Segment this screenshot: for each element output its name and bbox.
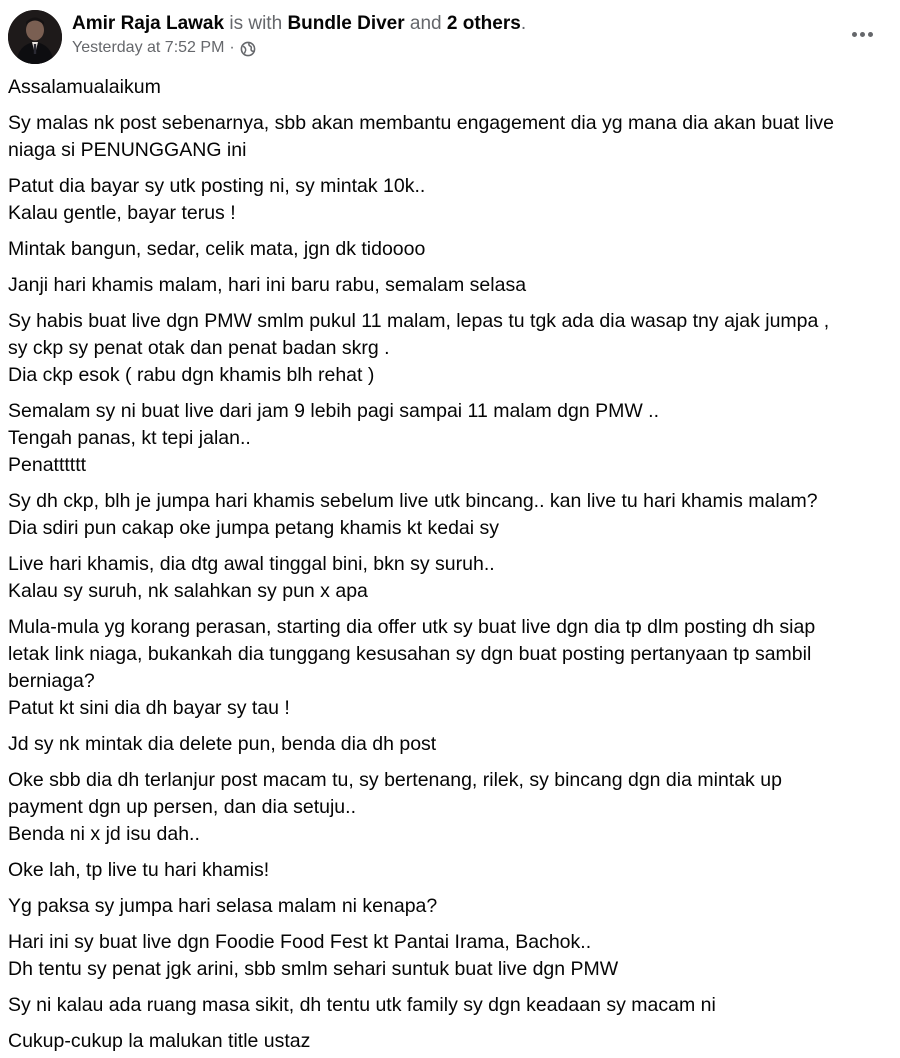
post-paragraph (8, 731, 880, 758)
post-paragraph (8, 74, 880, 101)
more-options-button[interactable] (844, 22, 880, 46)
post-paragraph (8, 929, 880, 983)
post-text-line: Dh tentu sy penat jgk arini, sbb smlm sehari suntuk buat live dgn PMW (8, 958, 619, 980)
post-text-line: Penatttttt (8, 454, 87, 476)
globe-icon[interactable] (240, 41, 256, 57)
post-text-line: sy ckp sy penat otak dan penat badan skrg . (8, 337, 390, 359)
avatar-photo (8, 10, 62, 64)
post-text-line: Dia sdiri pun cakap oke jumpa petang khamis kt kedai sy (8, 517, 500, 539)
with-text: is with (229, 13, 283, 34)
others-link[interactable]: 2 others (446, 13, 521, 34)
post-title-line (72, 12, 832, 36)
post-text-line: Mula-mula yg korang perasan, starting dia offer utk sy buat live dgn dia tp dlm posting dh siap (8, 616, 816, 638)
post-paragraph (8, 488, 880, 542)
post-text-line: Yg paksa sy jumpa hari selasa malam ni kenapa? (8, 895, 438, 917)
post-text-line: Sy malas nk post sebenarnya, sbb akan membantu engagement dia yg mana dia akan buat live (8, 112, 835, 134)
post-paragraph (8, 857, 880, 884)
post-paragraph (8, 614, 880, 722)
post-header (8, 8, 892, 64)
post-text-line: Oke sbb dia dh terlanjur post macam tu, sy bertenang, rilek, sy bincang dgn dia mintak up (8, 769, 782, 791)
and-text: and (409, 13, 442, 34)
more-horizontal-icon (852, 32, 857, 37)
post-paragraph (8, 236, 880, 263)
post-timestamp[interactable]: Yesterday at 7:52 PM (72, 39, 225, 56)
post-paragraph (8, 110, 880, 164)
post-text-line: Cukup-cukup la malukan title ustaz (8, 1030, 311, 1052)
more-horizontal-icon (860, 32, 865, 37)
post-paragraph (8, 893, 880, 920)
author-avatar[interactable] (8, 10, 62, 64)
post-text-line: letak link niaga, bukankah dia tunggang kesusahan sy dgn buat posting pertanyaan tp sambil (8, 643, 812, 665)
post-text-line: berniaga? (8, 670, 95, 692)
post-text-line: Semalam sy ni buat live dari jam 9 lebih pagi sampai 11 malam dgn PMW .. (8, 400, 660, 422)
post-text-line: Janji hari khamis malam, hari ini baru rabu, semalam selasa (8, 274, 527, 296)
post-text-line: Live hari khamis, dia dtg awal tinggal bini, bkn sy suruh.. (8, 553, 495, 575)
title-period: . (520, 13, 527, 34)
post-text-line: Oke lah, tp live tu hari khamis! (8, 859, 270, 881)
tagged-user-link[interactable]: Bundle Diver (287, 13, 405, 34)
post-text-line: Kalau gentle, bayar terus ! (8, 202, 236, 224)
post-text-line: Kalau sy suruh, nk salahkan sy pun x apa (8, 580, 368, 602)
post-timestamp-line (72, 38, 832, 58)
post-text-line: Mintak bangun, sedar, celik mata, jgn dk tidoooo (8, 238, 426, 260)
post-text-line: niaga si PENUNGGANG ini (8, 139, 247, 161)
post-text-line: Patut kt sini dia dh bayar sy tau ! (8, 697, 290, 719)
post-text-line: Assalamualaikum (8, 76, 161, 98)
post-paragraph (8, 308, 880, 389)
post-text-line: Sy habis buat live dgn PMW smlm pukul 11 malam, lepas tu tgk ada dia wasap tny ajak jumpa , (8, 310, 830, 332)
post-text-line: Sy dh ckp, blh je jumpa hari khamis sebelum live utk bincang.. kan live tu hari khamis malam? (8, 490, 818, 512)
more-horizontal-icon (868, 32, 873, 37)
post-text-line: Hari ini sy buat live dgn Foodie Food Fest kt Pantai Irama, Bachok.. (8, 931, 592, 953)
post-meta (72, 12, 832, 58)
post-paragraph (8, 1028, 880, 1055)
post-text-line: Sy ni kalau ada ruang masa sikit, dh tentu utk family sy dgn keadaan sy macam ni (8, 994, 716, 1016)
post-paragraph (8, 767, 880, 848)
post-paragraph (8, 551, 880, 605)
post-paragraph (8, 398, 880, 479)
post-text-line: Patut dia bayar sy utk posting ni, sy mintak 10k.. (8, 175, 426, 197)
post-paragraph (8, 272, 880, 299)
meta-separator: · (229, 39, 235, 56)
author-name-link[interactable]: Amir Raja Lawak (72, 13, 225, 34)
post-text-line: Benda ni x jd isu dah.. (8, 823, 200, 845)
post-text-line: Tengah panas, kt tepi jalan.. (8, 427, 251, 449)
post-text-line: Dia ckp esok ( rabu dgn khamis blh rehat ) (8, 364, 375, 386)
post-body (8, 74, 880, 1058)
post-text-line: payment dgn up persen, dan dia setuju.. (8, 796, 356, 818)
post-text-line: Jd sy nk mintak dia delete pun, benda dia dh post (8, 733, 437, 755)
post-paragraph (8, 173, 880, 227)
post-paragraph (8, 992, 880, 1019)
